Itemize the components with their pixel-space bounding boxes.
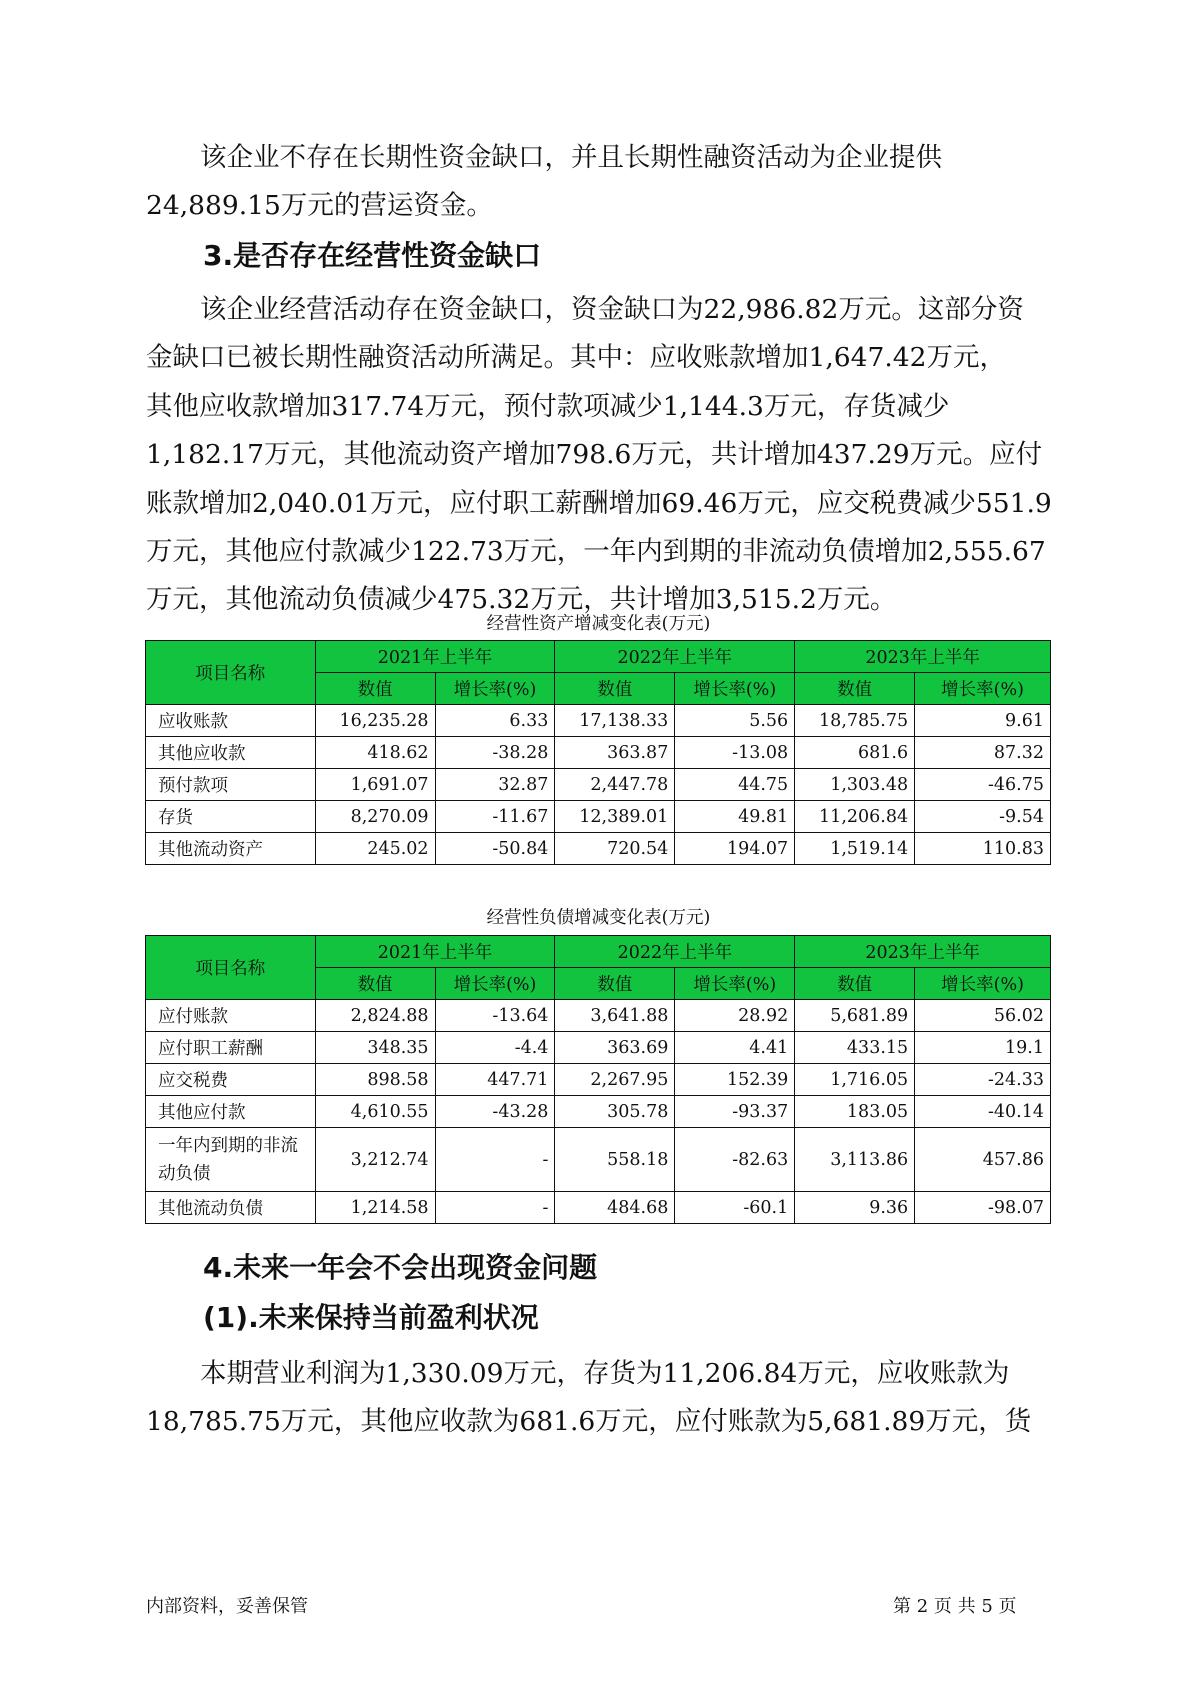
cell-growth-rate: 6.33 xyxy=(435,705,555,737)
cell-value: 720.54 xyxy=(555,833,675,865)
cell-growth-rate: -46.75 xyxy=(915,769,1051,801)
table-row xyxy=(146,801,1051,833)
header-value: 数值 xyxy=(315,673,435,705)
row-item-name: 应付账款 xyxy=(146,1000,316,1032)
paragraph-line: 其他应收款增加317.74万元，预付款项减少1,144.3万元，存货减少 xyxy=(146,390,950,422)
cell-growth-rate: 28.92 xyxy=(675,1000,795,1032)
cell-value: 245.02 xyxy=(315,833,435,865)
cell-value: 2,267.95 xyxy=(555,1064,675,1096)
cell-value: 3,212.74 xyxy=(315,1128,435,1192)
cell-value: 433.15 xyxy=(795,1032,915,1064)
header-growth-rate: 增长率(%) xyxy=(915,673,1051,705)
row-item-name: 存货 xyxy=(146,801,316,833)
cell-growth-rate: 87.32 xyxy=(915,737,1051,769)
table-row xyxy=(146,1000,1051,1032)
subsection-heading-4-1: (1).未来保持当前盈利状况 xyxy=(203,1301,539,1334)
cell-growth-rate: 19.1 xyxy=(915,1032,1051,1064)
cell-value: 1,519.14 xyxy=(795,833,915,865)
cell-value: 9.36 xyxy=(795,1192,915,1224)
cell-growth-rate: -50.84 xyxy=(435,833,555,865)
cell-value: 183.05 xyxy=(795,1096,915,1128)
cell-growth-rate: 9.61 xyxy=(915,705,1051,737)
row-item-name: 其他流动负债 xyxy=(146,1192,316,1224)
row-item-name: 其他流动资产 xyxy=(146,833,316,865)
cell-growth-rate: -40.14 xyxy=(915,1096,1051,1128)
table-row xyxy=(146,1032,1051,1064)
header-growth-rate: 增长率(%) xyxy=(435,673,555,705)
cell-value: 12,389.01 xyxy=(555,801,675,833)
header-growth-rate: 增长率(%) xyxy=(675,673,795,705)
paragraph-line: 该企业不存在长期性资金缺口，并且长期性融资活动为企业提供 xyxy=(200,142,942,173)
header-value: 数值 xyxy=(555,673,675,705)
cell-growth-rate: -38.28 xyxy=(435,737,555,769)
cell-value: 484.68 xyxy=(555,1192,675,1224)
cell-growth-rate: 457.86 xyxy=(915,1128,1051,1192)
row-item-name: 其他应收款 xyxy=(146,737,316,769)
cell-value: 8,270.09 xyxy=(315,801,435,833)
table-caption-liabilities: 经营性负债增减变化表(万元) xyxy=(486,908,711,928)
cell-growth-rate: 152.39 xyxy=(675,1064,795,1096)
cell-growth-rate: 49.81 xyxy=(675,801,795,833)
cell-value: 5,681.89 xyxy=(795,1000,915,1032)
cell-value: 16,235.28 xyxy=(315,705,435,737)
cell-growth-rate: -13.64 xyxy=(435,1000,555,1032)
cell-growth-rate: -24.33 xyxy=(915,1064,1051,1096)
footer-page-number: 第 2 页 共 5 页 xyxy=(893,1596,1017,1617)
cell-value: 305.78 xyxy=(555,1096,675,1128)
cell-growth-rate: 5.56 xyxy=(675,705,795,737)
table-row xyxy=(146,705,1051,737)
paragraph-line: 账款增加2,040.01万元，应付职工薪酬增加69.46万元，应交税费减少551.9 xyxy=(146,487,1052,519)
cell-growth-rate: 56.02 xyxy=(915,1000,1051,1032)
header-value: 数值 xyxy=(315,968,435,1000)
cell-value: 11,206.84 xyxy=(795,801,915,833)
section-heading-4: 4.未来一年会不会出现资金问题 xyxy=(203,1251,598,1284)
row-item-name: 应交税费 xyxy=(146,1064,316,1096)
header-year: 2021年上半年 xyxy=(315,936,555,968)
paragraph-line: 24,889.15万元的营运资金。 xyxy=(146,190,493,222)
paragraph-line: 1,182.17万元，其他流动资产增加798.6万元，共计增加437.29万元。应付 xyxy=(146,439,1043,471)
table-row xyxy=(146,1064,1051,1096)
header-value: 数值 xyxy=(795,968,915,1000)
cell-growth-rate: -82.63 xyxy=(675,1128,795,1192)
table-body xyxy=(146,1000,1051,1224)
table-row xyxy=(146,833,1051,865)
cell-value: 2,824.88 xyxy=(315,1000,435,1032)
paragraph-operating-gap xyxy=(146,286,1051,625)
cell-growth-rate: -43.28 xyxy=(435,1096,555,1128)
header-item-name: 项目名称 xyxy=(146,641,316,705)
paragraph-line: 万元，其他流动负债减少475.32万元，共计增加3,515.2万元。 xyxy=(146,584,897,616)
paragraph-line: 18,785.75万元，其他应收款为681.6万元，应付账款为5,681.89万元，货 xyxy=(146,1406,1032,1438)
cell-value: 17,138.33 xyxy=(555,705,675,737)
cell-value: 898.58 xyxy=(315,1064,435,1096)
cell-growth-rate: 194.07 xyxy=(675,833,795,865)
table-caption-assets: 经营性资产增减变化表(万元) xyxy=(486,614,711,634)
cell-value: 363.87 xyxy=(555,737,675,769)
header-value: 数值 xyxy=(795,673,915,705)
cell-value: 1,691.07 xyxy=(315,769,435,801)
footer-confidential-note: 内部资料，妥善保管 xyxy=(146,1596,308,1617)
cell-value: 1,214.58 xyxy=(315,1192,435,1224)
cell-value: 18,785.75 xyxy=(795,705,915,737)
paragraph-line: 该企业经营活动存在资金缺口，资金缺口为22,986.82万元。这部分资 xyxy=(200,294,1024,325)
paragraph-long-term-gap xyxy=(146,134,1051,231)
cell-value: 2,447.78 xyxy=(555,769,675,801)
header-year: 2023年上半年 xyxy=(795,641,1051,673)
cell-value: 4,610.55 xyxy=(315,1096,435,1128)
row-item-name: 预付款项 xyxy=(146,769,316,801)
cell-value: 1,716.05 xyxy=(795,1064,915,1096)
cell-growth-rate: 447.71 xyxy=(435,1064,555,1096)
cell-growth-rate: -13.08 xyxy=(675,737,795,769)
cell-value: 3,641.88 xyxy=(555,1000,675,1032)
cell-growth-rate: 44.75 xyxy=(675,769,795,801)
cell-growth-rate: -60.1 xyxy=(675,1192,795,1224)
table-row xyxy=(146,737,1051,769)
table-body xyxy=(146,705,1051,865)
header-year: 2023年上半年 xyxy=(795,936,1051,968)
row-item-name: 应付职工薪酬 xyxy=(146,1032,316,1064)
header-year: 2022年上半年 xyxy=(555,641,795,673)
cell-growth-rate: -9.54 xyxy=(915,801,1051,833)
operating-assets-table xyxy=(145,640,1051,865)
cell-growth-rate: -93.37 xyxy=(675,1096,795,1128)
cell-growth-rate: - xyxy=(435,1128,555,1192)
header-growth-rate: 增长率(%) xyxy=(675,968,795,1000)
row-item-name: 其他应付款 xyxy=(146,1096,316,1128)
header-item-name: 项目名称 xyxy=(146,936,316,1000)
cell-growth-rate: - xyxy=(435,1192,555,1224)
section-heading-3: 3.是否存在经营性资金缺口 xyxy=(203,239,542,272)
paragraph-line: 万元，其他应付款减少122.73万元，一年内到期的非流动负债增加2,555.67 xyxy=(146,536,1046,568)
row-item-name: 应收账款 xyxy=(146,705,316,737)
table-row xyxy=(146,1096,1051,1128)
table-row xyxy=(146,769,1051,801)
header-year: 2022年上半年 xyxy=(555,936,795,968)
table-row xyxy=(146,1128,1051,1192)
cell-value: 363.69 xyxy=(555,1032,675,1064)
header-growth-rate: 增长率(%) xyxy=(915,968,1051,1000)
paragraph-profit-status xyxy=(146,1350,1051,1447)
cell-value: 1,303.48 xyxy=(795,769,915,801)
operating-liabilities-table xyxy=(145,935,1051,1224)
header-year: 2021年上半年 xyxy=(315,641,555,673)
cell-growth-rate: -4.4 xyxy=(435,1032,555,1064)
cell-value: 348.35 xyxy=(315,1032,435,1064)
cell-value: 558.18 xyxy=(555,1128,675,1192)
paragraph-line: 金缺口已被长期性融资活动所满足。其中：应收账款增加1,647.42万元， xyxy=(146,342,1007,374)
paragraph-line: 本期营业利润为1,330.09万元，存货为11,206.84万元，应收账款为 xyxy=(200,1358,1010,1389)
cell-growth-rate: -98.07 xyxy=(915,1192,1051,1224)
cell-growth-rate: 4.41 xyxy=(675,1032,795,1064)
cell-value: 681.6 xyxy=(795,737,915,769)
header-value: 数值 xyxy=(555,968,675,1000)
cell-growth-rate: 32.87 xyxy=(435,769,555,801)
table-row xyxy=(146,1192,1051,1224)
header-growth-rate: 增长率(%) xyxy=(435,968,555,1000)
cell-growth-rate: 110.83 xyxy=(915,833,1051,865)
row-item-name: 一年内到期的非流动负债 xyxy=(146,1128,316,1192)
cell-growth-rate: -11.67 xyxy=(435,801,555,833)
cell-value: 3,113.86 xyxy=(795,1128,915,1192)
cell-value: 418.62 xyxy=(315,737,435,769)
